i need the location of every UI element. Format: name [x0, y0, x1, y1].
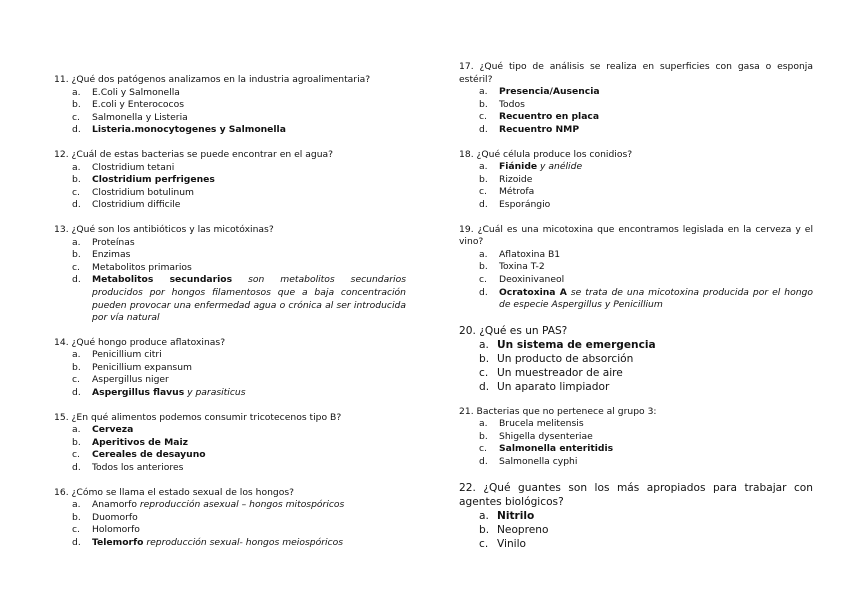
option-marker: d.	[479, 198, 488, 210]
option-marker: d.	[72, 537, 81, 548]
answer-option	[479, 430, 813, 444]
option-text: Clostridium difficile	[92, 199, 181, 211]
option-text: Un sistema de emergencia	[497, 338, 656, 351]
answer-option	[72, 186, 406, 200]
answer-option	[72, 499, 406, 512]
option-text: Shigella dysenteriae	[499, 430, 593, 442]
answer-option	[479, 537, 813, 551]
question-number: 16.	[54, 486, 69, 498]
question-18	[459, 149, 813, 212]
answer-option	[479, 418, 813, 431]
question-label: ¿Cuál es una micotoxina que encontramos legislada en la cerveza y el vino?	[459, 223, 813, 248]
option-text: Presencia/Ausencia	[499, 86, 600, 98]
option-list	[54, 349, 406, 399]
option-list	[459, 509, 813, 551]
option-text: Aspergillus niger	[92, 374, 169, 386]
answer-option	[479, 338, 813, 352]
option-marker: c.	[72, 111, 80, 123]
option-marker: a.	[479, 338, 489, 351]
question-text	[54, 149, 406, 162]
option-list	[459, 418, 813, 468]
option-marker: a.	[72, 236, 81, 248]
option-text: Todos los anteriores	[92, 462, 184, 474]
answer-option	[72, 361, 406, 375]
answer-option	[72, 524, 406, 537]
option-text: Un aparato limpiador	[497, 380, 610, 393]
option-text: Vinilo	[497, 537, 527, 550]
answer-option	[479, 523, 813, 537]
question-label: Bacterias que no pertenece al grupo 3:	[476, 405, 657, 417]
option-marker: d.	[479, 286, 488, 298]
option-marker: b.	[72, 249, 81, 261]
option-text: Recuentro en placa	[499, 111, 600, 123]
option-marker: a.	[72, 424, 81, 436]
question-text	[459, 481, 813, 509]
option-text: E.Coli y Salmonella	[92, 86, 180, 98]
option-marker: d.	[479, 380, 490, 393]
question-label: ¿Qué tipo de análisis se realiza en superficies con gasa o esponja estéril?	[459, 61, 813, 85]
question-number: 19.	[459, 223, 474, 235]
option-list	[459, 338, 813, 394]
answer-option	[479, 273, 813, 287]
option-marker: b.	[72, 436, 81, 448]
option-marker: c.	[72, 261, 80, 273]
question-text	[459, 61, 813, 86]
question-19	[459, 224, 813, 312]
option-list	[459, 249, 813, 312]
answer-option	[72, 424, 406, 437]
option-text: Salmonella cyphi	[499, 456, 578, 468]
answer-option	[479, 173, 813, 187]
answer-option	[479, 186, 813, 199]
question-number: 18.	[459, 148, 474, 160]
option-list	[54, 499, 406, 549]
option-marker: a.	[72, 161, 81, 173]
option-text: Recuentro NMP	[499, 123, 580, 135]
answer-option	[479, 248, 813, 262]
answer-option	[479, 443, 813, 456]
option-text: Un producto de absorción	[497, 352, 634, 365]
question-text	[459, 324, 813, 338]
option-marker: b.	[72, 174, 81, 186]
answer-option	[72, 349, 406, 362]
option-text: Salmonella enteritidis	[499, 443, 614, 455]
question-number: 12.	[54, 148, 69, 160]
option-list	[54, 424, 406, 474]
option-text: Métrofa	[499, 186, 535, 198]
answer-option	[72, 236, 406, 250]
question-14	[54, 337, 406, 400]
question-text	[54, 224, 406, 237]
option-marker: a.	[479, 418, 488, 430]
option-note: y parasiticus	[187, 387, 246, 399]
option-text: Aflatoxina B1	[499, 248, 561, 260]
option-marker: b.	[479, 352, 490, 365]
option-text: Cereales de desayuno	[92, 449, 206, 461]
question-number: 21.	[459, 405, 474, 417]
option-marker: a.	[479, 161, 488, 173]
question-text	[459, 406, 813, 419]
option-text: Listeria.monocytogenes y Salmonella	[92, 124, 286, 136]
option-text: Clostridium botulinum	[92, 186, 194, 198]
question-label: ¿Qué dos patógenos analizamos en la industria agroalimentaria?	[71, 74, 371, 85]
option-marker: a.	[479, 86, 488, 98]
question-label: ¿Cómo se llama el estado sexual de los hongos?	[71, 486, 295, 498]
option-text: Ocratoxina A	[499, 286, 567, 298]
option-text: Holomorfo	[92, 524, 140, 536]
question-number: 11.	[54, 74, 69, 85]
option-text: Neopreno	[497, 523, 549, 536]
answer-option	[479, 352, 813, 366]
option-marker: a.	[479, 248, 488, 260]
question-16	[54, 487, 406, 550]
option-text: Deoxinivaneol	[499, 273, 565, 285]
answer-option	[72, 99, 406, 112]
question-17	[459, 61, 813, 137]
answer-option	[72, 374, 406, 387]
answer-option	[72, 261, 406, 275]
answer-option	[72, 511, 406, 525]
question-label: ¿Qué guantes son los más apropiados para trabajar con agentes biológicos?	[459, 481, 813, 508]
option-text: Aperitivos de Maiz	[92, 436, 188, 448]
option-marker: d.	[72, 124, 81, 136]
answer-option	[479, 509, 813, 523]
answer-option	[479, 86, 813, 99]
option-text: Todos	[499, 98, 525, 110]
option-marker: c.	[479, 537, 489, 550]
question-label: ¿Qué es un PAS?	[479, 324, 568, 337]
option-marker: b.	[72, 361, 81, 373]
right-column	[459, 61, 813, 563]
option-text: Salmonella y Listeria	[92, 111, 188, 123]
option-text: E.coli y Enterococos	[92, 99, 184, 111]
option-text: Metabolitos secundarios	[92, 274, 233, 286]
option-note: reproducción sexual- hongos meiospóricos	[146, 537, 343, 548]
answer-option	[479, 366, 813, 380]
option-marker: d.	[72, 274, 81, 286]
option-marker: d.	[72, 387, 81, 399]
option-marker: c.	[479, 273, 487, 285]
answer-option	[479, 123, 813, 137]
answer-option	[72, 249, 406, 262]
question-label: ¿Qué hongo produce aflatoxinas?	[71, 336, 226, 348]
question-number: 13.	[54, 223, 69, 235]
option-list	[54, 162, 406, 212]
option-marker: b.	[479, 430, 488, 442]
question-number: 17.	[459, 61, 474, 72]
option-note: se trata de una micotoxina producida por el hongo de especie Aspergillus y Penicillium	[499, 286, 813, 311]
option-marker: c.	[72, 374, 80, 386]
answer-option	[479, 380, 813, 394]
question-label: ¿Qué son los antibióticos y las micotóxinas?	[71, 223, 274, 235]
option-text: Clostridium perfrigenes	[92, 174, 215, 186]
option-text: Toxina T-2	[499, 261, 545, 273]
answer-option	[479, 98, 813, 112]
option-note: reproducción asexual – hongos mitospóricos	[139, 499, 345, 511]
option-list	[54, 237, 406, 325]
option-list	[459, 161, 813, 211]
option-marker: a.	[72, 86, 81, 98]
option-marker: b.	[479, 173, 488, 185]
option-text: Metabolitos primarios	[92, 261, 192, 273]
option-marker: a.	[72, 499, 81, 511]
option-marker: a.	[72, 349, 81, 361]
option-marker: b.	[479, 523, 490, 536]
answer-option	[479, 261, 813, 274]
question-15	[54, 412, 406, 475]
question-label: ¿Qué célula produce los conidios?	[476, 148, 633, 160]
option-marker: a.	[479, 509, 489, 522]
option-marker: c.	[72, 186, 80, 198]
answer-option	[72, 537, 406, 550]
question-22	[459, 481, 813, 551]
question-text	[54, 487, 406, 500]
option-marker: d.	[479, 456, 488, 468]
option-text: Fiánide	[499, 161, 538, 173]
question-12	[54, 149, 406, 212]
question-number: 20.	[459, 324, 476, 337]
answer-option	[72, 199, 406, 212]
option-marker: d.	[72, 199, 81, 211]
option-marker: c.	[479, 443, 487, 455]
question-20	[459, 324, 813, 394]
question-label: ¿Cuál de estas bacterias se puede encontrar en el agua?	[71, 148, 334, 160]
answer-option	[479, 198, 813, 212]
option-text: Duomorfo	[92, 511, 138, 523]
question-21	[459, 406, 813, 469]
answer-option	[479, 111, 813, 124]
answer-option	[72, 86, 406, 100]
answer-option	[479, 161, 813, 174]
option-text: Rizoide	[499, 173, 533, 185]
answer-option	[72, 449, 406, 462]
option-note: son metabolitos secundarios producidos por hongos filamentosos que a baja concentración pueden provocar una enfermedad agua o crónica al ser introducida por vía natural	[92, 274, 407, 324]
option-text: Proteínas	[92, 236, 135, 248]
question-11	[54, 74, 406, 137]
question-number: 14.	[54, 336, 69, 348]
left-column	[54, 74, 406, 562]
answer-option	[72, 124, 406, 137]
answer-option	[72, 436, 406, 450]
option-text: Anamorfo	[92, 499, 137, 511]
option-text: Un muestreador de aire	[497, 366, 623, 379]
option-marker: c.	[72, 449, 80, 461]
answer-option	[72, 462, 406, 475]
answer-option	[72, 161, 406, 175]
question-number: 15.	[54, 411, 69, 423]
answer-option	[72, 111, 406, 125]
option-marker: b.	[479, 261, 488, 273]
answer-option	[72, 174, 406, 187]
question-text	[459, 224, 813, 249]
answer-option	[479, 286, 813, 312]
option-marker: c.	[72, 524, 80, 536]
question-label: ¿En qué alimentos podemos consumir tricotecenos tipo B?	[71, 411, 342, 423]
option-list	[459, 86, 813, 136]
option-list	[54, 87, 406, 137]
question-text	[54, 412, 406, 425]
option-marker: b.	[479, 98, 488, 110]
question-text	[54, 337, 406, 350]
option-marker: c.	[479, 111, 487, 123]
question-text	[459, 149, 813, 162]
option-text: Aspergillus flavus	[92, 387, 185, 399]
option-marker: d.	[479, 123, 488, 135]
option-marker: b.	[72, 99, 81, 111]
option-marker: c.	[479, 366, 489, 379]
question-text	[54, 74, 406, 87]
question-number: 22.	[459, 481, 476, 494]
answer-option	[72, 387, 406, 400]
option-marker: d.	[72, 462, 81, 474]
option-marker: c.	[479, 186, 487, 198]
option-text: Penicillium expansum	[92, 361, 192, 373]
question-13	[54, 224, 406, 325]
answer-option	[479, 456, 813, 469]
option-text: Nitrilo	[497, 509, 535, 522]
option-text: Clostridium tetani	[92, 161, 175, 173]
option-text: Enzimas	[92, 249, 131, 261]
option-text: Penicillium citri	[92, 349, 162, 361]
option-text: Brucela melitensis	[499, 418, 584, 430]
option-text: Esporángio	[499, 198, 551, 210]
option-text: Cerveza	[92, 424, 134, 436]
option-text: Telemorfo	[92, 537, 144, 548]
option-marker: b.	[72, 511, 81, 523]
option-note: y anélide	[540, 161, 583, 173]
answer-option	[72, 274, 407, 324]
